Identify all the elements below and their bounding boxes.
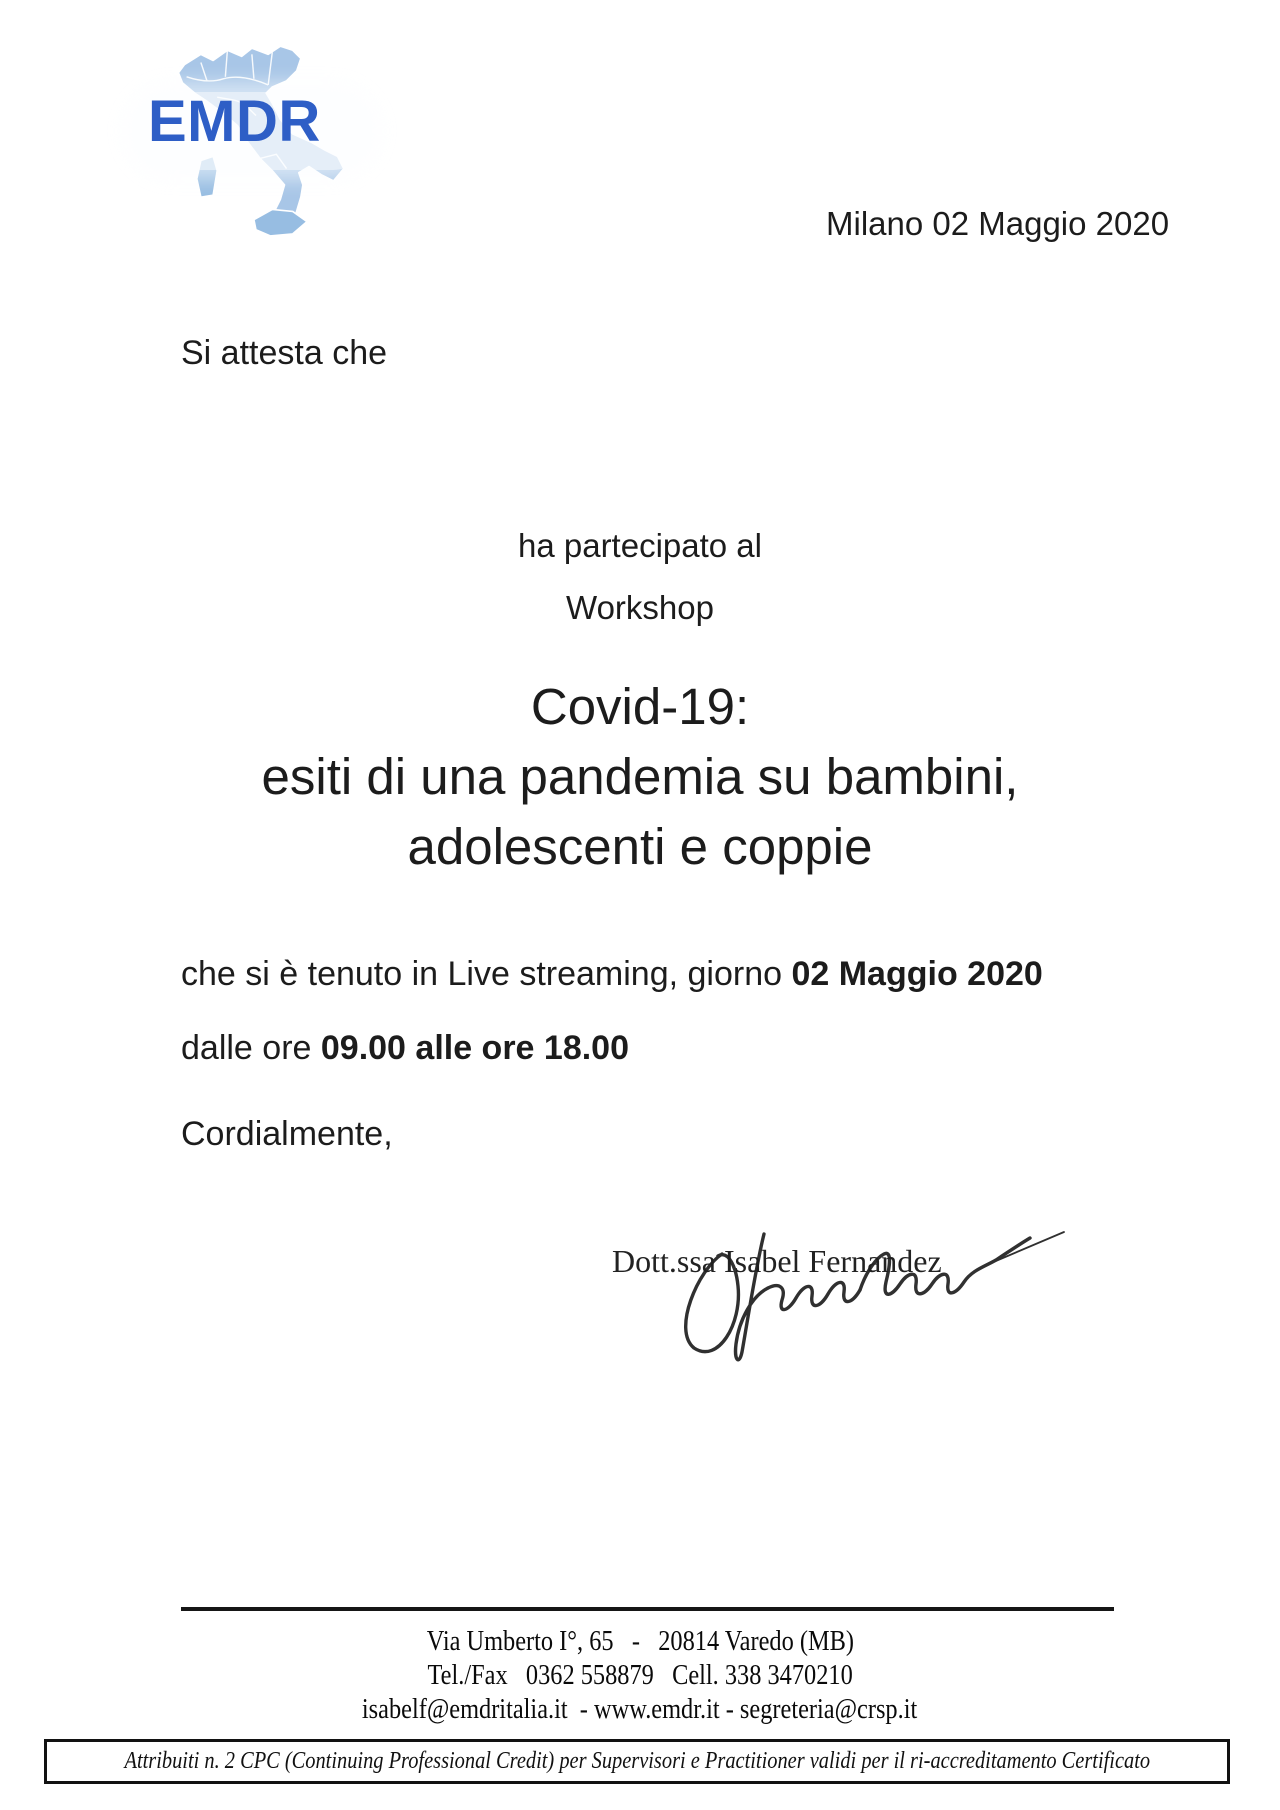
footer-phone-text: Tel./Fax 0362 558879 Cell. 338 3470210 bbox=[427, 1659, 853, 1691]
footer-phone-line bbox=[0, 1658, 1280, 1692]
closing-line: Cordialmente, bbox=[181, 1115, 393, 1153]
time-line-hours-bold: 09.00 alle ore 18.00 bbox=[320, 1029, 629, 1067]
attest-line: Si attesta che bbox=[181, 334, 388, 372]
time-line-normal: dalle ore bbox=[181, 1029, 321, 1067]
held-line-date-bold: 02 Maggio 2020 bbox=[791, 955, 1043, 993]
signer-name: Dott.ssa Isabel Fernandez bbox=[612, 1243, 942, 1279]
footer-contact-block bbox=[0, 1624, 1280, 1726]
footer-address-line bbox=[0, 1624, 1280, 1658]
workshop-title-line-1: Covid-19: bbox=[530, 678, 750, 735]
workshop-title bbox=[0, 672, 1280, 882]
held-line-normal: che si è tenuto in Live streaming, giorno bbox=[181, 955, 792, 993]
signature-scribble bbox=[652, 1226, 1072, 1371]
footer-email-text: isabelf@emdritalia.it - www.emdr.it - segreteria@crsp.it bbox=[362, 1693, 918, 1725]
emdr-logo-text: EMDR bbox=[148, 89, 321, 154]
date-line: Milano 02 Maggio 2020 bbox=[826, 205, 1170, 242]
time-line bbox=[181, 1029, 629, 1068]
workshop-title-line-2: esiti di una pandemia su bambini, bbox=[261, 748, 1019, 805]
event-type-line: Workshop bbox=[566, 589, 714, 626]
footer-email-line bbox=[0, 1692, 1280, 1726]
credits-text: Attribuiti n. 2 CPC (Continuing Professional Credit) per Supervisori e Practitioner validi per il ri-accreditamento Certificato bbox=[124, 1748, 1150, 1774]
credits-box bbox=[44, 1739, 1230, 1784]
footer-divider bbox=[181, 1607, 1114, 1611]
footer-address-text: Via Umberto I°, 65 - 20814 Varedo (MB) bbox=[426, 1625, 854, 1657]
emdr-logo bbox=[130, 30, 380, 245]
participation-line: ha partecipato al bbox=[517, 527, 762, 564]
held-line bbox=[181, 955, 1043, 994]
workshop-title-line-3: adolescenti e coppie bbox=[407, 818, 873, 875]
